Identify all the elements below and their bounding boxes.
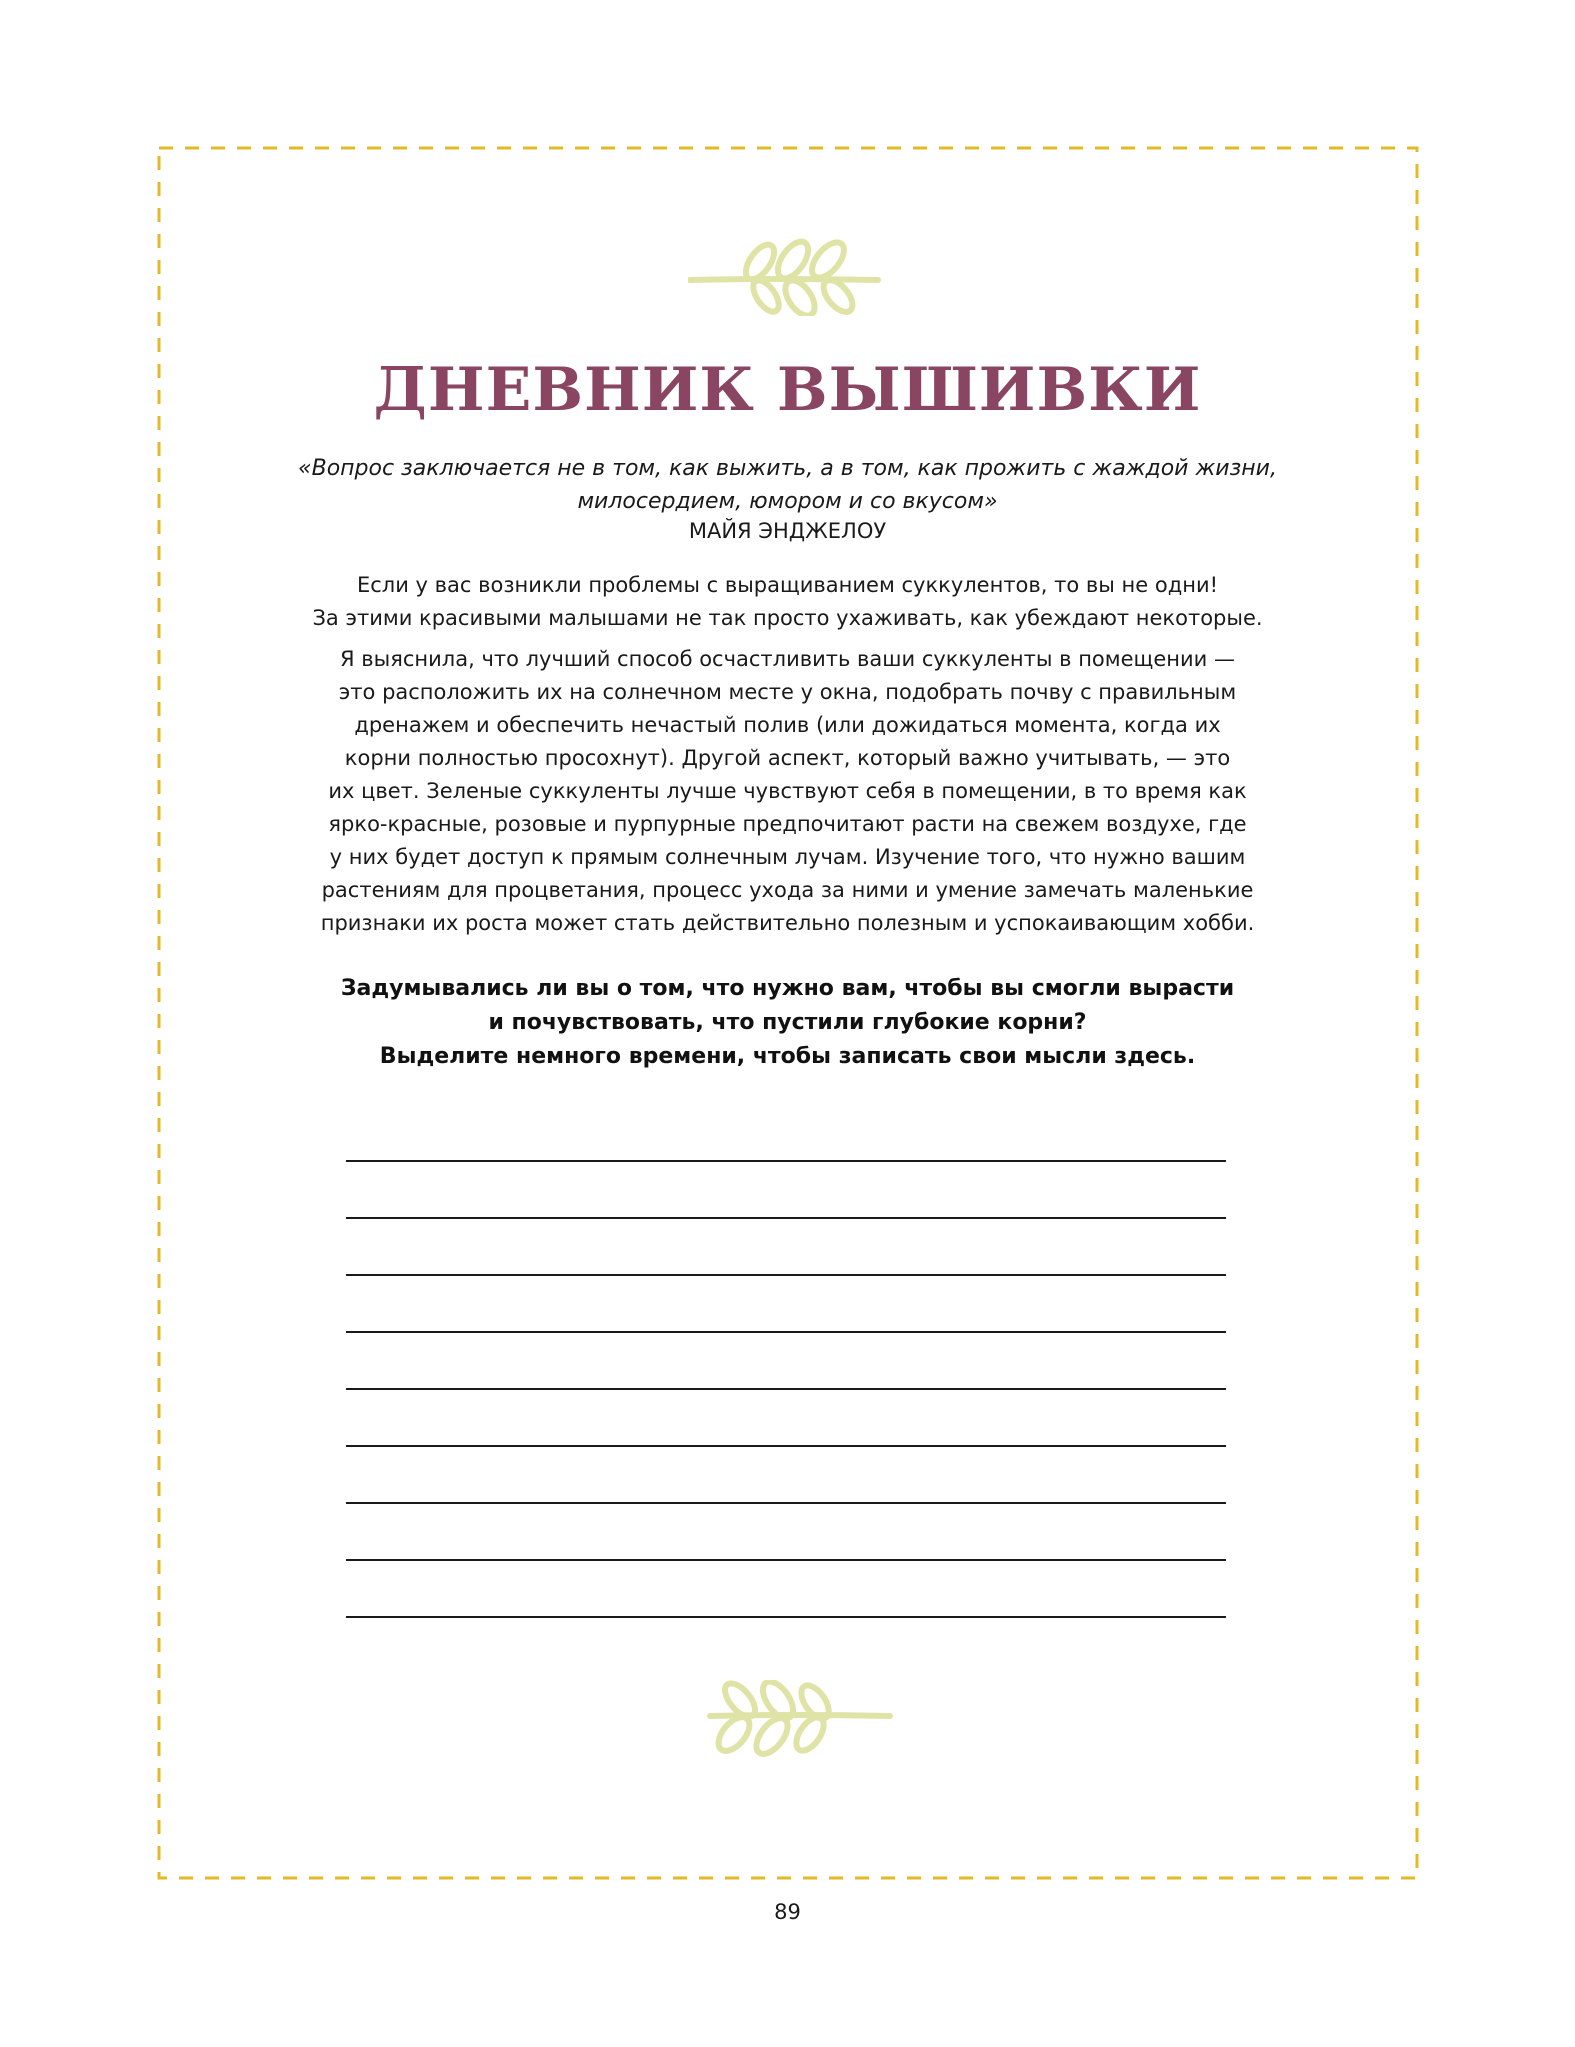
page-title: ДНЕВНИК ВЫШИВКИ bbox=[373, 355, 1202, 425]
epigraph-quote bbox=[260, 452, 1315, 518]
body-line: корни полностью просохнут). Другой аспект, который важно учитывать, — это bbox=[344, 746, 1231, 770]
prompt-line: и почувствовать, что пустили глубокие корни? bbox=[488, 1010, 1087, 1035]
body-line: Я выяснила, что лучший способ осчастливить ваши суккуленты в помещении — bbox=[340, 647, 1235, 671]
body-line: растениям для процветания, процесс ухода за ними и умение замечать маленькие bbox=[321, 878, 1254, 902]
quote-line: «Вопрос заключается не в том, как выжить, а в том, как прожить с жаждой жизни, bbox=[298, 456, 1277, 481]
body-line: их цвет. Зеленые суккуленты лучше чувствуют себя в помещении, в то время как bbox=[328, 779, 1247, 803]
journal-prompt bbox=[260, 972, 1315, 1074]
body-line: это расположить их на солнечном месте у окна, подобрать почву с правильным bbox=[338, 680, 1237, 704]
quote-line: милосердием, юмором и со вкусом» bbox=[577, 489, 998, 514]
writing-line bbox=[346, 1333, 1226, 1390]
body-paragraph bbox=[260, 643, 1315, 940]
writing-line bbox=[346, 1162, 1226, 1219]
intro-line: Если у вас возникли проблемы с выращиванием суккулентов, то вы не одни! bbox=[356, 573, 1219, 597]
writing-line bbox=[346, 1276, 1226, 1333]
body-line: дренажем и обеспечить нечастый полив (или дожидаться момента, когда их bbox=[354, 713, 1221, 737]
page-number: 89 bbox=[774, 1900, 801, 1924]
writing-line bbox=[346, 1504, 1226, 1561]
leaf-sprig-icon bbox=[700, 1680, 900, 1764]
intro-paragraph bbox=[260, 569, 1315, 635]
leaf-sprig-icon bbox=[688, 236, 888, 320]
writing-line bbox=[346, 1219, 1226, 1276]
writing-line bbox=[346, 1561, 1226, 1618]
writing-line bbox=[346, 1447, 1226, 1504]
body-line: ярко-красные, розовые и пурпурные предпочитают расти на свежем воздухе, где bbox=[328, 812, 1247, 836]
writing-line bbox=[346, 1390, 1226, 1447]
writing-lines bbox=[346, 1160, 1226, 1618]
body-line: у них будет доступ к прямым солнечным лучам. Изучение того, что нужно вашим bbox=[329, 845, 1246, 869]
quote-author: МАЙЯ ЭНДЖЕЛОУ bbox=[688, 519, 887, 543]
prompt-line: Выделите немного времени, чтобы записать свои мысли здесь. bbox=[379, 1044, 1196, 1069]
intro-line: За этими красивыми малышами не так просто ухаживать, как убеждают некоторые. bbox=[312, 606, 1263, 630]
body-line: признаки их роста может стать действительно полезным и успокаивающим хобби. bbox=[320, 911, 1255, 935]
prompt-line: Задумывались ли вы о том, что нужно вам, чтобы вы смогли вырасти bbox=[340, 976, 1235, 1001]
